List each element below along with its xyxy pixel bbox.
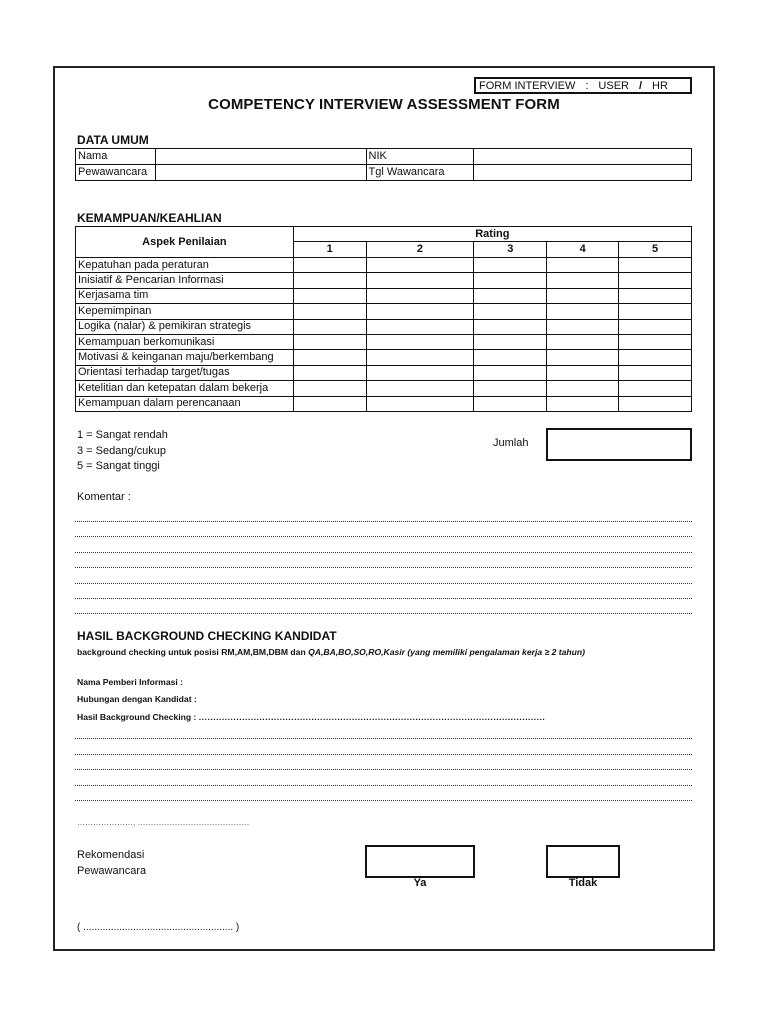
aspek-label: Kemampuan berkomunikasi — [76, 334, 294, 349]
rating-cell-2[interactable] — [366, 381, 474, 396]
rating-cell-1[interactable] — [293, 304, 366, 319]
rating-cell-4[interactable] — [547, 396, 619, 411]
rating-cell-3[interactable] — [474, 273, 547, 288]
komentar-line[interactable] — [75, 552, 692, 553]
rating-cell-2[interactable] — [366, 396, 474, 411]
pewawancara-label: Pewawancara — [76, 165, 156, 181]
rating-cell-4[interactable] — [547, 288, 619, 303]
rating-cell-2[interactable] — [366, 319, 474, 334]
table-row — [76, 149, 692, 165]
legend-item: 1 = Sangat rendah — [77, 429, 168, 441]
table-row — [76, 350, 692, 365]
rating-cell-5[interactable] — [619, 288, 692, 303]
rating-cell-5[interactable] — [619, 319, 692, 334]
rating-cell-4[interactable] — [547, 273, 619, 288]
aspek-label: Inisiatif & Pencarian Informasi — [76, 273, 294, 288]
rating-cell-2[interactable] — [366, 334, 474, 349]
page-title: COMPETENCY INTERVIEW ASSESSMENT FORM — [208, 96, 560, 113]
background-check-line[interactable] — [75, 754, 692, 755]
rating-legend — [77, 428, 168, 475]
aspek-penilaian-header: Aspek Penilaian — [76, 227, 294, 258]
background-check-subtitle — [77, 647, 585, 657]
tgl-wawancara-field[interactable] — [474, 165, 692, 181]
subtitle-normal: background checking untuk posisi RM,AM,BM,DBM dan — [77, 647, 309, 657]
rating-cell-2[interactable] — [366, 288, 474, 303]
aspek-label: Kemampuan dalam perencanaan — [76, 396, 294, 411]
jumlah-label: Jumlah — [493, 437, 529, 449]
rating-cell-1[interactable] — [293, 288, 366, 303]
komentar-line[interactable] — [75, 567, 692, 568]
subtitle-italic: QA,BA,BO,SO,RO,Kasir (yang memiliki pengalaman kerja ≥ 2 tahun) — [308, 647, 586, 657]
aspek-label: Kepatuhan pada peraturan — [76, 258, 294, 273]
rating-header: Rating — [293, 227, 691, 242]
rating-cell-2[interactable] — [366, 365, 474, 380]
rating-column-header: 3 — [474, 242, 547, 258]
aspek-label: Kerjasama tim — [76, 288, 294, 303]
table-row — [76, 334, 692, 349]
rekomendasi-tidak-label: Tidak — [568, 877, 598, 889]
rating-column-header: 1 — [293, 242, 366, 258]
aspek-label: Logika (nalar) & pemikiran strategis — [76, 319, 294, 334]
rating-cell-5[interactable] — [619, 396, 692, 411]
rekomendasi-label-line1: Rekomendasi — [77, 849, 145, 861]
form-type-label: FORM INTERVIEW — [479, 79, 576, 92]
rating-cell-3[interactable] — [474, 381, 547, 396]
rating-cell-2[interactable] — [366, 304, 474, 319]
rating-cell-5[interactable] — [619, 258, 692, 273]
jumlah-field[interactable] — [546, 428, 692, 461]
rating-cell-5[interactable] — [619, 273, 692, 288]
rating-cell-4[interactable] — [547, 350, 619, 365]
rating-cell-3[interactable] — [474, 288, 547, 303]
table-row — [76, 396, 692, 411]
rating-cell-3[interactable] — [474, 350, 547, 365]
background-check-line[interactable] — [75, 785, 692, 786]
rating-cell-3[interactable] — [474, 258, 547, 273]
rating-cell-1[interactable] — [293, 258, 366, 273]
table-row — [76, 365, 692, 380]
legend-item: 3 = Sedang/cukup — [77, 444, 166, 457]
date-placeholder[interactable]: …………………, …………………………………… — [77, 818, 250, 827]
signature-line[interactable]: ( ...................................................... ) — [77, 922, 240, 933]
table-row — [76, 165, 692, 181]
nik-field[interactable] — [474, 149, 692, 165]
rating-cell-4[interactable] — [547, 258, 619, 273]
rating-cell-3[interactable] — [474, 396, 547, 411]
rekomendasi-ya-label: Ya — [413, 877, 427, 889]
hubungan-kandidat-field[interactable] — [77, 694, 197, 704]
nama-pemberi-informasi-field[interactable] — [77, 677, 183, 687]
table-row — [76, 319, 692, 334]
rating-cell-1[interactable] — [293, 334, 366, 349]
table-row — [76, 288, 692, 303]
data-umum-table — [75, 148, 692, 181]
rating-cell-1[interactable] — [293, 396, 366, 411]
rating-header-row — [76, 227, 692, 242]
hasil-background-checking-field[interactable] — [77, 712, 545, 722]
hubungan-kandidat-label: Hubungan dengan Kandidat : — [77, 694, 197, 704]
aspek-label: Kepemimpinan — [76, 304, 294, 319]
nik-label: NIK — [366, 149, 474, 165]
background-check-heading: HASIL BACKGROUND CHECKING KANDIDAT — [77, 629, 337, 643]
rating-cell-1[interactable] — [293, 365, 366, 380]
form-type-box — [474, 77, 692, 94]
table-row — [76, 381, 692, 396]
table-row — [76, 258, 692, 273]
komentar-line[interactable] — [75, 613, 692, 614]
tgl-wawancara-label: Tgl Wawancara — [366, 165, 474, 181]
rating-cell-1[interactable] — [293, 273, 366, 288]
table-row — [76, 273, 692, 288]
table-row — [76, 304, 692, 319]
data-umum-heading: DATA UMUM — [77, 133, 149, 147]
kemampuan-heading: KEMAMPUAN/KEAHLIAN — [77, 211, 222, 225]
form-type-option-hr[interactable]: HR — [652, 79, 668, 92]
rating-cell-5[interactable] — [619, 350, 692, 365]
komentar-line[interactable] — [75, 598, 692, 599]
rating-cell-4[interactable] — [547, 381, 619, 396]
rating-cell-3[interactable] — [474, 365, 547, 380]
komentar-line[interactable] — [75, 583, 692, 584]
nama-pemberi-informasi-label: Nama Pemberi Informasi : — [77, 677, 184, 687]
rating-cell-3[interactable] — [474, 319, 547, 334]
rating-cell-5[interactable] — [619, 334, 692, 349]
rating-cell-5[interactable] — [619, 365, 692, 380]
nama-field[interactable] — [155, 149, 366, 165]
rekomendasi-label-line2: Pewawancara — [77, 865, 147, 877]
rekomendasi-label — [77, 847, 146, 879]
rating-column-header: 2 — [366, 242, 474, 258]
form-type-separator: : — [585, 79, 589, 92]
rekomendasi-tidak-checkbox[interactable] — [546, 845, 620, 878]
hasil-background-checking-value[interactable]: ........................................................................................................................ — [198, 712, 546, 722]
rating-column-header: 4 — [547, 242, 619, 258]
form-type-option-user[interactable]: USER — [598, 79, 629, 92]
rating-cell-3[interactable] — [474, 334, 547, 349]
pewawancara-field[interactable] — [155, 165, 366, 181]
komentar-label: Komentar : — [77, 491, 131, 503]
aspek-label: Orientasi terhadap target/tugas — [76, 365, 294, 380]
rating-cell-2[interactable] — [366, 350, 474, 365]
aspek-label: Ketelitian dan ketepatan dalam bekerja — [76, 381, 294, 396]
legend-item: 5 = Sangat tinggi — [77, 460, 160, 472]
rating-cell-4[interactable] — [547, 365, 619, 380]
background-check-line[interactable] — [75, 738, 692, 739]
rating-cell-5[interactable] — [619, 304, 692, 319]
rating-cell-1[interactable] — [293, 350, 366, 365]
rating-cell-3[interactable] — [474, 304, 547, 319]
rekomendasi-ya-checkbox[interactable] — [365, 845, 475, 878]
background-check-line[interactable] — [75, 769, 692, 770]
background-check-line[interactable] — [75, 800, 692, 801]
rating-cell-2[interactable] — [366, 273, 474, 288]
aspek-label: Motivasi & keinganan maju/berkembang — [76, 350, 294, 365]
rating-cell-4[interactable] — [547, 304, 619, 319]
komentar-line[interactable] — [75, 521, 692, 522]
nama-label: Nama — [76, 149, 156, 165]
hasil-background-checking-label: Hasil Background Checking : — [77, 712, 197, 722]
komentar-line[interactable] — [75, 536, 692, 537]
rating-cell-4[interactable] — [547, 334, 619, 349]
rating-cell-1[interactable] — [293, 319, 366, 334]
form-type-slash: / — [638, 79, 643, 92]
rating-cell-2[interactable] — [366, 258, 474, 273]
rating-cell-5[interactable] — [619, 381, 692, 396]
rating-cell-1[interactable] — [293, 381, 366, 396]
rating-column-header: 5 — [619, 242, 692, 258]
rating-cell-4[interactable] — [547, 319, 619, 334]
rating-table — [75, 226, 692, 412]
